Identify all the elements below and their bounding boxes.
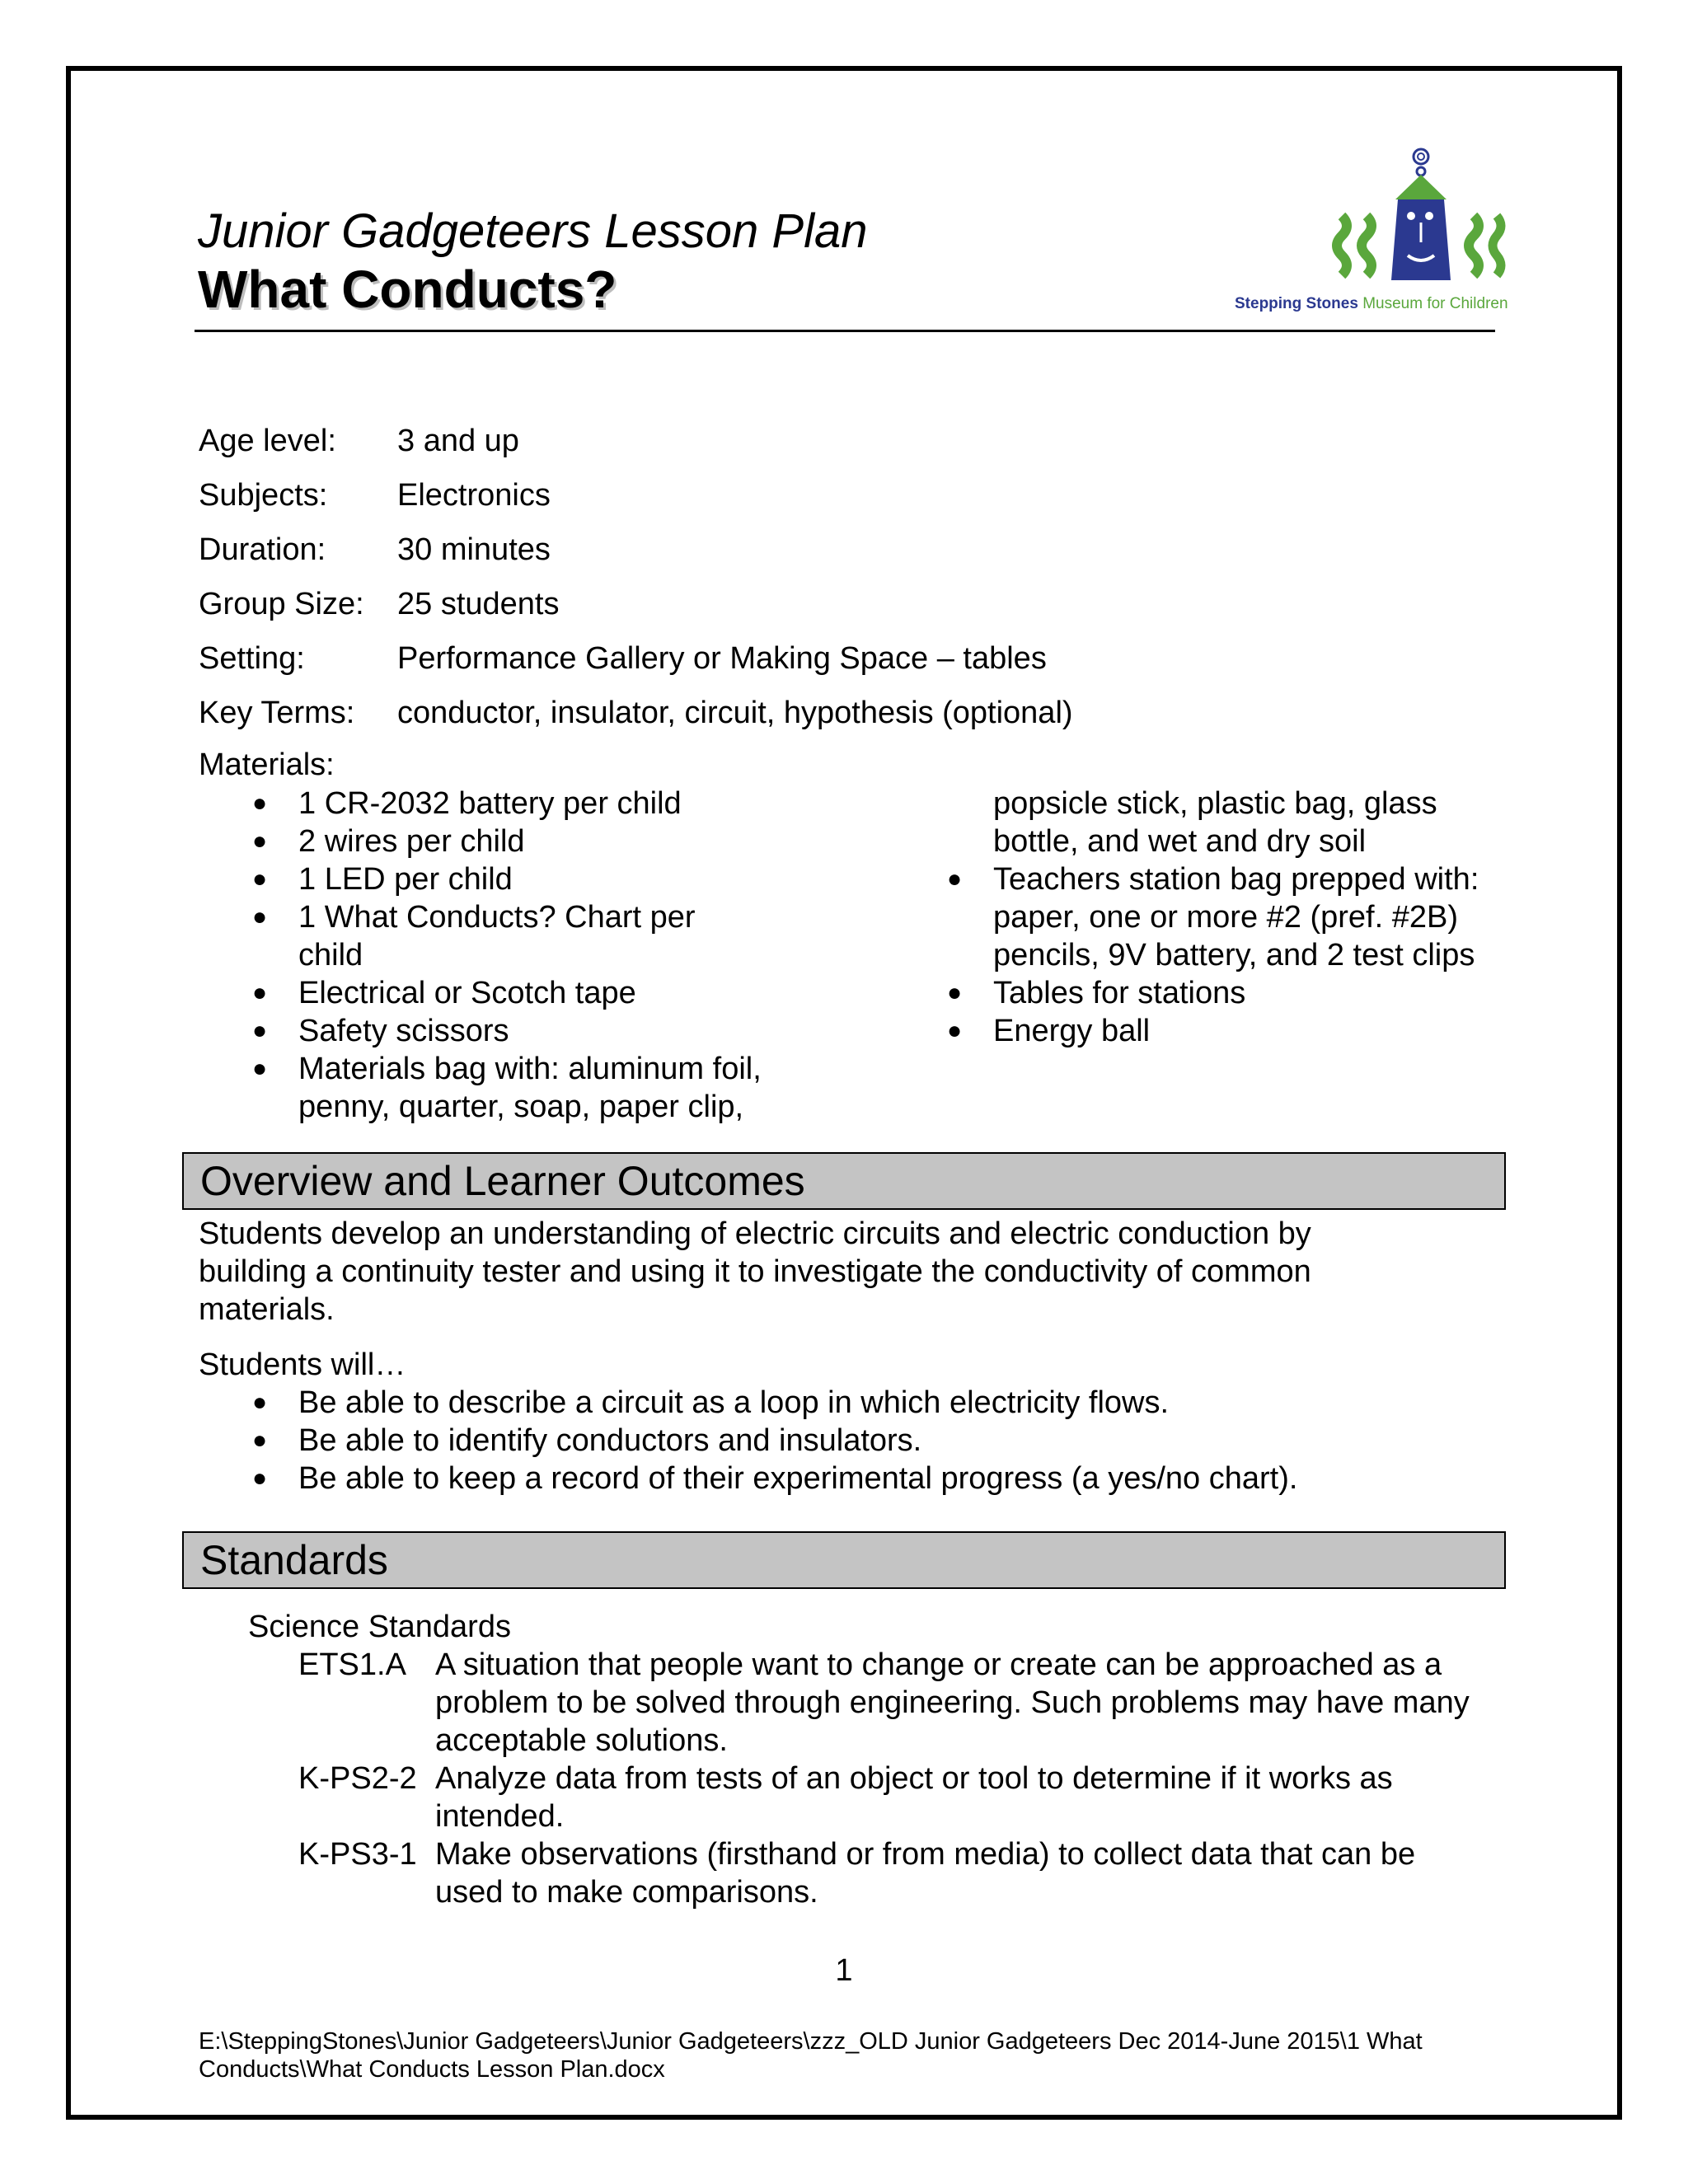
list-item	[947, 1012, 1504, 1050]
standard-code: ETS1.A	[298, 1647, 406, 1682]
standard-text: A situation that people want to change or create can be approached as a problem to be solved through engineering. Such problems may have many acceptable solutions.	[435, 1647, 1470, 1758]
museum-logo	[1235, 142, 1507, 323]
bullet-icon: ●	[252, 1055, 268, 1082]
material-text: 1 LED per child	[298, 862, 513, 897]
list-item	[252, 1422, 1493, 1460]
list-item	[947, 974, 1504, 1012]
bullet-icon: ●	[252, 1427, 268, 1454]
series-title: Junior Gadgeteers Lesson Plan	[198, 204, 868, 258]
bullet-icon: ●	[252, 790, 268, 817]
info-label: Setting:	[199, 641, 305, 676]
bullet-icon: ●	[947, 979, 963, 1006]
bullet-icon: ●	[252, 827, 268, 855]
bullet-icon: ●	[252, 865, 268, 893]
lesson-title: What Conducts?	[198, 260, 617, 319]
info-value: conductor, insulator, circuit, hypothesis (optional)	[397, 696, 1073, 730]
bullet-icon: ●	[252, 979, 268, 1006]
materials-list-left	[252, 785, 818, 1126]
overview-section-header	[182, 1152, 1506, 1210]
list-item	[252, 1012, 818, 1050]
bullet-icon: ●	[252, 1017, 268, 1044]
material-text: Teachers station bag prepped with: paper, one or more #2 (pref. #2B) pencils, 9V battery, and 2 test clips	[993, 862, 1479, 972]
material-text: popsicle stick, plastic bag, glass bottle, and wet and dry soil	[993, 786, 1437, 859]
page-number: 1	[835, 1953, 853, 1988]
material-text: Electrical or Scotch tape	[298, 976, 636, 1010]
students-will-label: Students will…	[199, 1347, 406, 1382]
bullet-icon: ●	[947, 865, 963, 893]
info-value: 30 minutes	[397, 532, 551, 567]
bullet-icon: ●	[252, 1389, 268, 1416]
section-title: Standards	[200, 1537, 388, 1583]
list-item	[252, 898, 760, 974]
outcome-text: Be able to identify conductors and insulators.	[298, 1423, 922, 1458]
info-label: Subjects:	[199, 478, 328, 513]
logo-name-part1: Stepping Stones	[1235, 295, 1358, 312]
standard-code: K-PS2-2	[298, 1761, 417, 1796]
material-text: Safety scissors	[298, 1014, 509, 1048]
section-title: Overview and Learner Outcomes	[200, 1158, 805, 1204]
bullet-icon: ●	[252, 1465, 268, 1492]
info-label: Duration:	[199, 532, 326, 567]
standard-text: Make observations (firsthand or from media) to collect data that can be used to make comparisons.	[435, 1837, 1416, 1910]
list-item	[252, 823, 818, 860]
standard-code: K-PS3-1	[298, 1837, 417, 1872]
standards-list	[298, 1646, 1485, 1911]
science-standards-label: Science Standards	[248, 1610, 511, 1644]
standard-text: Analyze data from tests of an object or tool to determine if it works as intended.	[435, 1761, 1393, 1834]
standards-section-header	[182, 1531, 1506, 1589]
list-item	[252, 1384, 1493, 1422]
info-value: 3 and up	[397, 424, 519, 458]
museum-logo-text	[1235, 295, 1507, 313]
standard-row	[298, 1835, 1485, 1911]
learner-outcomes-list	[252, 1384, 1493, 1497]
materials-list-right	[947, 785, 1504, 1050]
list-item	[252, 1460, 1493, 1497]
material-text: 1 What Conducts? Chart per child	[298, 900, 696, 972]
list-item	[252, 860, 818, 898]
standard-row	[298, 1760, 1485, 1835]
overview-paragraph: Students develop an understanding of electric circuits and electric conduction by building a continuity tester and using it to investigate the conductivity of common materials.	[199, 1216, 1311, 1327]
info-value: 25 students	[397, 587, 560, 621]
bullet-icon: ●	[252, 903, 268, 930]
standard-row	[298, 1646, 1485, 1760]
list-item-continuation	[993, 785, 1488, 860]
outcome-text: Be able to keep a record of their experimental progress (a yes/no chart).	[298, 1461, 1298, 1496]
outcome-text: Be able to describe a circuit as a loop in which electricity flows.	[298, 1385, 1170, 1420]
list-item	[252, 1050, 818, 1126]
list-item	[947, 860, 1504, 974]
material-text: Tables for stations	[993, 976, 1246, 1010]
footer-file-path: E:\SteppingStones\Junior Gadgeteers\Junior Gadgeteers\zzz_OLD Junior Gadgeteers Dec 2014-June 2015\1 What Conducts\What Conducts Lesson Plan.docx	[199, 2028, 1423, 2083]
info-value: Electronics	[397, 478, 551, 513]
logo-name-part2: Museum for Children	[1362, 295, 1508, 312]
list-item	[252, 785, 818, 823]
header-divider	[195, 330, 1495, 332]
info-label: Key Terms:	[199, 696, 355, 730]
museum-logo-graphic	[1235, 142, 1507, 295]
material-text: Materials bag with: aluminum foil, penny, quarter, soap, paper clip,	[298, 1052, 762, 1124]
info-label: Group Size:	[199, 587, 364, 621]
list-item	[252, 974, 818, 1012]
bullet-icon: ●	[947, 1017, 963, 1044]
material-text: 1 CR-2032 battery per child	[298, 786, 682, 821]
info-label: Age level:	[199, 424, 336, 458]
material-text: 2 wires per child	[298, 824, 525, 859]
info-value: Performance Gallery or Making Space – tables	[397, 641, 1047, 676]
materials-label: Materials:	[199, 748, 335, 782]
material-text: Energy ball	[993, 1014, 1151, 1048]
